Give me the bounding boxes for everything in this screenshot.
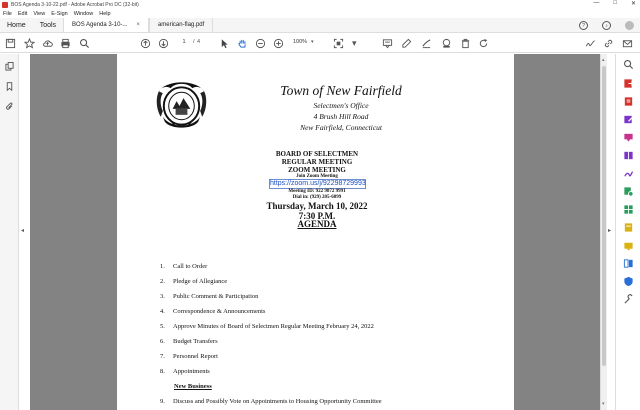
fit-caret-icon[interactable]: ▾ <box>352 37 357 48</box>
page-number-input[interactable]: 1 <box>182 39 186 45</box>
page-thumbnails-icon[interactable] <box>4 61 15 72</box>
agenda-item-text: Pledge of Allegiance <box>173 278 228 285</box>
meeting-time: 7:30 P.M. <box>298 211 336 221</box>
town-seal-image <box>153 77 210 133</box>
share-link-icon[interactable] <box>603 37 614 49</box>
zoom-level[interactable]: 100% <box>293 39 308 45</box>
highlight-pen-icon[interactable] <box>401 37 412 49</box>
agenda-item-number: 5. <box>160 323 165 330</box>
zoom-out-icon[interactable] <box>255 37 266 49</box>
export-pdf-icon[interactable] <box>623 78 634 89</box>
join-zoom-label: Join Zoom Meeting <box>296 174 338 179</box>
menu-esign[interactable]: E-Sign <box>51 10 68 17</box>
toolbar <box>0 34 640 53</box>
menu-help[interactable]: Help <box>99 10 111 17</box>
avatar[interactable] <box>625 21 634 30</box>
search-icon[interactable] <box>79 37 90 49</box>
heading-zoom: ZOOM MEETING <box>288 166 346 174</box>
agenda-item-text: Personnel Report <box>173 353 218 360</box>
agenda-item-number: 4. <box>160 308 165 315</box>
agenda-item <box>160 398 382 405</box>
comment-icon[interactable] <box>382 37 393 49</box>
sign-icon[interactable] <box>585 37 596 49</box>
page-separator: / <box>193 39 195 45</box>
previous-page-icon[interactable] <box>140 37 151 49</box>
agenda-item-number: 9. <box>160 398 165 405</box>
upload-cloud-icon[interactable] <box>42 37 53 49</box>
agenda-item <box>160 368 210 375</box>
tab-tools[interactable]: Tools <box>39 21 57 29</box>
compare-files-icon[interactable] <box>623 258 634 269</box>
document-viewport[interactable] <box>30 54 600 410</box>
agenda-item-number: 1. <box>160 263 165 270</box>
meeting-date: Thursday, March 10, 2022 <box>266 201 368 211</box>
collapse-left-panel-icon[interactable]: ◂ <box>21 228 25 234</box>
agenda-item <box>160 263 207 270</box>
dial-in: Dial in: (929) 205-6099 <box>292 195 342 200</box>
zoom-dropdown-icon[interactable]: ▾ <box>311 39 314 45</box>
doc-tab-label: american-flag.pdf <box>157 22 205 28</box>
tabbar-right-icons <box>579 21 634 30</box>
agenda-item-text: Correspondence & Announcements <box>173 308 266 315</box>
search-tool-icon[interactable] <box>623 59 634 70</box>
agenda-item-number: 8. <box>160 368 165 375</box>
doc-tab-bos-agenda[interactable] <box>63 18 149 32</box>
more-tools-icon[interactable] <box>623 294 634 305</box>
right-tools-panel <box>615 54 640 410</box>
stamp-tool-icon[interactable] <box>623 240 634 251</box>
combine-files-icon[interactable] <box>623 150 634 161</box>
agenda-item-text: Public Comment & Participation <box>173 293 259 300</box>
address-line-2: New Fairfield, Connecticut <box>300 123 382 132</box>
bookmarks-icon[interactable] <box>4 81 15 92</box>
close-window-button[interactable]: ✕ <box>630 1 636 7</box>
bookmark-star-icon[interactable] <box>24 37 35 49</box>
town-name: Town of New Fairfield <box>280 83 402 98</box>
zoom-in-icon[interactable] <box>273 37 284 49</box>
window-title: BOS Agenda 3-10-22.pdf - Adobe Acrobat Pro DC (32-bit) <box>11 1 139 8</box>
help-icon[interactable]: ? <box>579 21 588 30</box>
agenda-item-number: 3. <box>160 293 165 300</box>
agenda-item <box>160 308 265 315</box>
agenda-item-number: 2. <box>160 278 165 285</box>
agenda-item <box>160 278 227 285</box>
rotate-icon[interactable] <box>478 37 489 49</box>
pdf-page <box>117 54 514 410</box>
zoom-meeting-link[interactable]: https://zoom.us/j/92298729993 <box>270 180 366 187</box>
maximize-button[interactable]: □ <box>613 0 617 6</box>
menu-edit[interactable]: Edit <box>17 10 28 17</box>
agenda-item <box>160 293 258 300</box>
agenda-item-text: Discuss and Possibly Vote on Appointments to Housing Opportunity Committee <box>173 398 382 405</box>
doc-tab-label: BOS Agenda 3-10-... <box>72 22 128 28</box>
agenda-item <box>160 353 218 360</box>
section-heading-new-business: New Business <box>174 383 212 390</box>
save-icon[interactable] <box>5 37 16 49</box>
select-cursor-icon[interactable] <box>219 37 230 49</box>
delete-icon[interactable] <box>460 37 471 49</box>
agenda-item-text: Budget Transfers <box>173 338 218 345</box>
agenda-item <box>160 323 374 330</box>
print-icon[interactable] <box>60 37 71 49</box>
menu-file[interactable]: File <box>3 10 12 17</box>
tab-bar <box>0 18 640 33</box>
menu-window[interactable]: Window <box>73 10 94 17</box>
left-navigation-panel <box>0 54 19 410</box>
title-bar <box>0 0 640 9</box>
protect-icon[interactable] <box>623 276 634 287</box>
doc-tab-american-flag[interactable] <box>149 18 213 32</box>
menu-view[interactable]: View <box>33 10 46 17</box>
scroll-down-icon[interactable]: ▾ <box>602 401 605 407</box>
heading-meeting-type: REGULAR MEETING <box>281 158 353 166</box>
scroll-up-icon[interactable]: ▴ <box>602 57 605 63</box>
agenda-item-number: 6. <box>160 338 165 345</box>
acrobat-app-icon <box>2 2 8 8</box>
fill-sign-icon[interactable] <box>623 168 634 179</box>
organize-pages-icon[interactable] <box>623 204 634 215</box>
create-pdf-icon[interactable] <box>623 96 634 107</box>
hand-tool-icon[interactable] <box>237 37 248 49</box>
send-for-review-icon[interactable] <box>623 186 634 197</box>
agenda-item-text: Approve Minutes of Board of Selectmen Regular Meeting February 24, 2022 <box>173 323 374 330</box>
fit-page-icon[interactable] <box>333 37 344 49</box>
agenda-item <box>160 338 218 345</box>
office-name: Selectmen's Office <box>313 101 369 110</box>
heading-board: BOARD OF SELECTMEN <box>275 150 359 158</box>
notifications-icon[interactable]: ♪ <box>602 21 611 30</box>
email-icon[interactable] <box>622 37 633 49</box>
menu-bar <box>0 9 640 18</box>
meeting-id: Meeting ID: 922 9872 9991 <box>288 189 346 194</box>
page-total: 4 <box>197 39 201 45</box>
attachments-icon[interactable] <box>4 101 15 112</box>
edit-pdf-icon[interactable] <box>623 114 634 125</box>
collapse-right-panel-icon[interactable]: ▸ <box>608 228 612 234</box>
stamp-icon[interactable] <box>441 37 452 49</box>
agenda-item-text: Appointments <box>173 368 210 375</box>
draw-icon[interactable] <box>421 37 432 49</box>
tab-home[interactable]: Home <box>7 21 26 29</box>
agenda-title: AGENDA <box>297 219 337 229</box>
scroll-thumb[interactable] <box>602 66 606 366</box>
address-line-1: 4 Brush Hill Road <box>313 112 369 121</box>
close-tab-icon[interactable]: × <box>136 22 140 28</box>
agenda-item-number: 7. <box>160 353 165 360</box>
agenda-item-text: Call to Order <box>173 263 208 270</box>
next-page-icon[interactable] <box>158 37 169 49</box>
minimize-button[interactable]: — <box>593 0 600 6</box>
scan-ocr-icon[interactable] <box>623 222 634 233</box>
window-controls <box>593 0 636 7</box>
comment-tool-icon[interactable] <box>623 132 634 143</box>
vertical-scrollbar[interactable] <box>600 54 607 410</box>
